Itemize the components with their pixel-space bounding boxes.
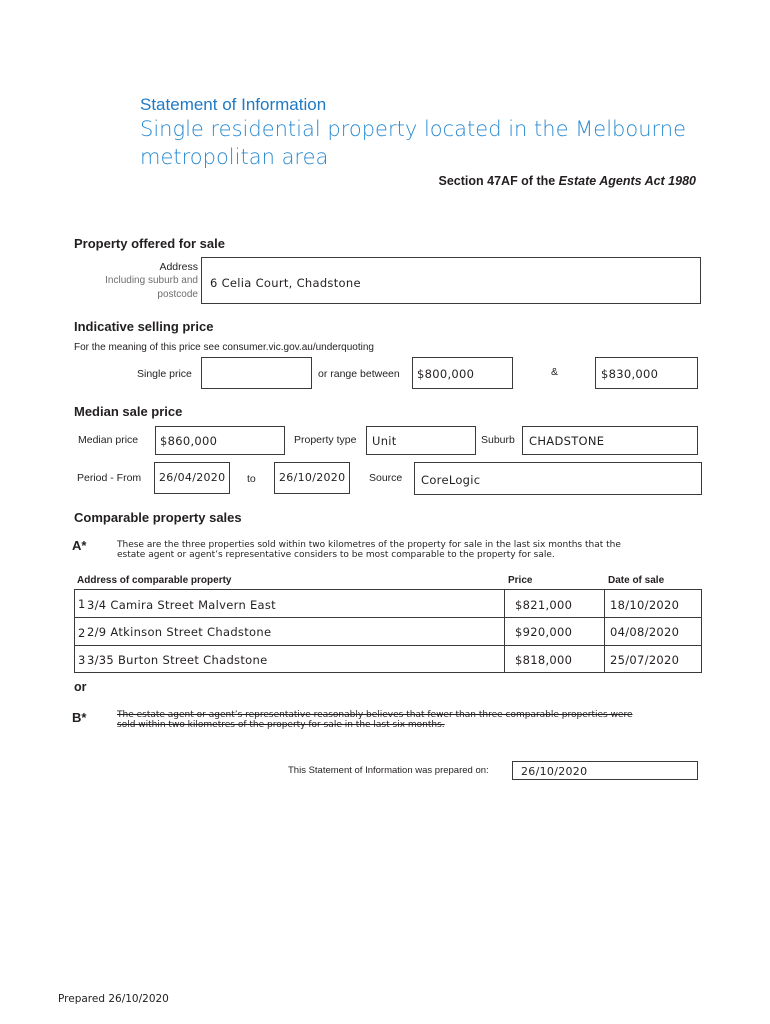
- option-a-text-line2: estate agent or agent’s representative considers to be most comparable to the property for sale.: [117, 550, 555, 560]
- range-low-field[interactable]: [412, 357, 513, 389]
- range-label: or range between: [318, 368, 400, 380]
- indicative-price-note: For the meaning of this price see consumer.vic.gov.au/underquoting: [74, 342, 374, 353]
- property-offered-heading: Property offered for sale: [74, 236, 225, 251]
- source-field[interactable]: [414, 462, 702, 495]
- col-price-header: Price: [508, 575, 533, 586]
- period-to-field[interactable]: [274, 462, 350, 494]
- row-price: $818,000: [515, 653, 573, 667]
- address-field[interactable]: [201, 257, 701, 304]
- document-subtitle-line1: Single residential property located in the Melbourne: [140, 117, 687, 141]
- suburb-field[interactable]: [522, 426, 698, 455]
- row-address: 3/4 Camira Street Malvern East: [87, 598, 276, 612]
- option-a-label: A*: [72, 538, 87, 553]
- document-title: Statement of Information: [140, 95, 327, 114]
- median-price-field[interactable]: [155, 426, 285, 455]
- option-b-text-line1: The estate agent or agent’s representative reasonably believes that fewer than three comparable properties were: [117, 710, 633, 720]
- property-type-value: Unit: [372, 434, 397, 448]
- footer-prepared: Prepared 26/10/2020: [58, 993, 169, 1005]
- range-high-field[interactable]: [595, 357, 698, 389]
- section-reference: [439, 174, 696, 188]
- suburb-label: Suburb: [481, 434, 515, 446]
- row-date: 04/08/2020: [610, 625, 680, 639]
- period-from-label: Period - From: [77, 472, 142, 484]
- col-date-header: Date of sale: [608, 575, 665, 586]
- comparable-heading: Comparable property sales: [74, 510, 242, 525]
- period-from-value: 26/04/2020: [159, 471, 226, 484]
- single-price-label: Single price: [137, 368, 192, 380]
- range-low-value: $800,000: [417, 367, 475, 381]
- indicative-price-heading: Indicative selling price: [74, 319, 214, 334]
- address-label: Address: [159, 261, 198, 273]
- period-to-value: 26/10/2020: [279, 471, 346, 484]
- option-b-label: B*: [72, 710, 87, 725]
- row-number: 3: [78, 653, 86, 667]
- median-price-label: Median price: [78, 434, 139, 446]
- property-type-field[interactable]: [366, 426, 476, 455]
- period-from-field[interactable]: [154, 462, 230, 494]
- document-subtitle-line2: metropolitan area: [140, 145, 329, 169]
- source-value: CoreLogic: [421, 473, 481, 487]
- row-address: 2/9 Atkinson Street Chadstone: [87, 625, 272, 639]
- act-name: Estate Agents Act 1980: [558, 174, 696, 188]
- section-prefix: Section 47AF of the: [438, 174, 559, 188]
- prepared-date-value: 26/10/2020: [521, 765, 588, 778]
- row-number: 2: [78, 626, 86, 640]
- comparable-table: [74, 589, 702, 673]
- row-date: 25/07/2020: [610, 653, 680, 667]
- address-sublabel-2: postcode: [157, 289, 198, 300]
- row-price: $821,000: [515, 598, 573, 612]
- row-price: $920,000: [515, 625, 573, 639]
- row-date: 18/10/2020: [610, 598, 680, 612]
- single-price-field[interactable]: [201, 357, 312, 389]
- median-heading: Median sale price: [74, 404, 183, 419]
- suburb-value: CHADSTONE: [529, 434, 605, 448]
- row-number: 1: [78, 597, 86, 611]
- period-to-label: to: [247, 473, 256, 485]
- option-b-text-line2: sold within two kilometres of the property for sale in the last six months.: [117, 720, 445, 730]
- prepared-date-field[interactable]: [512, 761, 698, 780]
- range-high-value: $830,000: [601, 367, 659, 381]
- option-a-text-line1: These are the three properties sold within two kilometres of the property for sale in the last six months that the: [117, 540, 621, 550]
- or-label: or: [74, 680, 87, 694]
- address-sublabel-1: Including suburb and: [105, 275, 198, 286]
- range-and-label: &: [551, 366, 559, 378]
- col-address-header: Address of comparable property: [77, 575, 232, 586]
- property-type-label: Property type: [294, 434, 357, 446]
- row-address: 3/35 Burton Street Chadstone: [87, 653, 268, 667]
- median-price-value: $860,000: [160, 434, 218, 448]
- address-value: 6 Celia Court, Chadstone: [210, 276, 361, 290]
- source-label: Source: [369, 472, 403, 484]
- prepared-label: This Statement of Information was prepared on:: [288, 765, 489, 776]
